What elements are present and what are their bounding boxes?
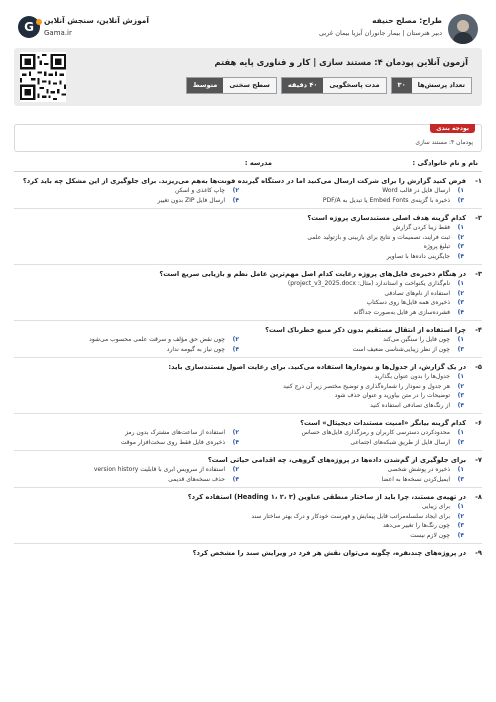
question-text: برای جلوگیری از گم‌شدن داده‌ها در پروژه‌های گروهی، چه اقدامی حیاتی است؟ bbox=[207, 456, 466, 464]
question-divider bbox=[14, 320, 482, 321]
answer-option[interactable] bbox=[14, 279, 464, 289]
meta-question-count bbox=[391, 77, 472, 94]
option-text: حذف نسخه‌های قدیمی bbox=[168, 475, 225, 483]
option-text: ذخیره با گزینه‌ی Embed Fonts یا تبدیل به PDF/A bbox=[322, 196, 450, 204]
question-divider bbox=[14, 413, 482, 414]
question-stem bbox=[14, 176, 482, 186]
option-number: ۲) bbox=[457, 233, 464, 241]
question-stem bbox=[14, 548, 482, 558]
answer-option[interactable] bbox=[239, 335, 464, 345]
option-text: نام‌گذاری یکنواخت و استاندارد (مثال: project_v3_2025.docx) bbox=[287, 280, 450, 287]
option-number: ۲) bbox=[232, 187, 239, 194]
question-divider bbox=[14, 543, 482, 544]
question-number: ۷- bbox=[475, 456, 482, 464]
option-number: ۳) bbox=[457, 475, 464, 483]
question-item bbox=[14, 176, 482, 205]
question-stem bbox=[14, 455, 482, 465]
question-item bbox=[14, 418, 482, 447]
brand-site[interactable]: Gama.ir bbox=[44, 29, 72, 37]
option-text: چون رنگ‌ها را تغییر می‌دهد bbox=[382, 522, 450, 529]
question-number: ۸- bbox=[475, 493, 482, 501]
answer-option[interactable] bbox=[14, 391, 464, 401]
answer-option[interactable] bbox=[14, 512, 464, 522]
question-item bbox=[14, 492, 482, 540]
questions-list bbox=[14, 176, 482, 558]
option-text: چون نیاز به گیومه ندارد bbox=[166, 345, 225, 353]
student-info-row bbox=[14, 158, 482, 172]
option-number: ۱) bbox=[457, 336, 464, 343]
option-text: برای ایجاد سلسله‌مراتب قابل پیمایش و فهرست خودکار و درک بهتر ساختار سند bbox=[251, 512, 450, 520]
answer-option[interactable] bbox=[14, 428, 239, 438]
answer-option[interactable] bbox=[14, 335, 239, 345]
options-group bbox=[14, 186, 482, 205]
answer-option[interactable] bbox=[14, 298, 464, 308]
option-number: ۲) bbox=[232, 336, 239, 343]
meta-duration bbox=[281, 77, 387, 94]
meta-label: سطح سختی bbox=[223, 78, 276, 93]
question-stem bbox=[14, 492, 482, 502]
answer-option[interactable] bbox=[14, 372, 464, 382]
answer-option[interactable] bbox=[14, 465, 239, 475]
options-group bbox=[14, 335, 482, 354]
option-text: از رنگ‌های تصادفی استفاده کنید bbox=[370, 401, 450, 409]
question-text: در یک گزارش، از جدول‌ها و نمودارها استفاده می‌کنید. برای رعایت اصول مستندسازی باید: bbox=[168, 363, 466, 371]
option-number: ۱) bbox=[457, 373, 464, 380]
options-group bbox=[14, 372, 482, 410]
question-text: چرا استفاده از انتقال مستقیم بدون ذکر منبع خطرناک است؟ bbox=[265, 326, 466, 334]
page-header bbox=[14, 8, 482, 120]
question-text: کدام گزینه بیانگر «امنیت مستندات دیجیتال» است؟ bbox=[300, 419, 466, 427]
option-text: جدول‌ها را بدون عنوان بگذارید bbox=[374, 373, 450, 380]
brand-block[interactable] bbox=[14, 12, 184, 46]
option-text: ثبت فرایند، تصمیمات و نتایج برای بازبینی و بازتولید علمی bbox=[307, 233, 450, 241]
option-number: ۴) bbox=[457, 531, 464, 539]
option-number: ۳) bbox=[457, 438, 464, 446]
meta-difficulty bbox=[186, 77, 277, 94]
option-text: چاپ کاغذی و اسکن bbox=[174, 187, 225, 194]
option-number: ۲) bbox=[457, 289, 464, 297]
question-stem bbox=[14, 213, 482, 223]
question-stem bbox=[14, 362, 482, 372]
option-number: ۴) bbox=[232, 438, 239, 446]
option-number: ۲) bbox=[232, 429, 239, 436]
option-number: ۴) bbox=[232, 475, 239, 483]
option-number: ۱) bbox=[457, 187, 464, 194]
question-divider bbox=[14, 208, 482, 209]
option-text: تبلیغ پروژه bbox=[423, 243, 450, 250]
question-item bbox=[14, 269, 482, 317]
answer-option[interactable] bbox=[239, 196, 464, 206]
answer-option[interactable] bbox=[14, 223, 464, 233]
topics-badge: بودجه بندی bbox=[430, 124, 475, 133]
option-text: محدودکردن دسترسی کاربران و رمزگذاری فایل‌های حساس bbox=[301, 429, 450, 436]
topics-text: پودمان ۴: مستند سازی bbox=[415, 139, 473, 146]
answer-option[interactable] bbox=[14, 242, 464, 252]
option-number: ۴) bbox=[232, 196, 239, 204]
option-text: هر جدول و نمودار را شماره‌گذاری و توضیح مختصر زیر آن درج کنید bbox=[283, 382, 450, 390]
options-group bbox=[14, 465, 482, 484]
question-text: در تهیه‌ی مستند، چرا باید از ساختار منطقی عناوین (Heading ۱، ۲، ۳) استفاده کرد؟ bbox=[187, 493, 466, 501]
answer-option[interactable] bbox=[14, 345, 239, 355]
school-field-label: مدرسه : bbox=[244, 159, 272, 167]
question-text: در پروژه‌های چندنفره، چگونه می‌توان نقش هر فرد در ویرایش سند را مشخص کرد؟ bbox=[192, 549, 466, 557]
meta-value: ۳۰ bbox=[392, 78, 412, 93]
option-number: ۱) bbox=[457, 224, 464, 231]
option-number: ۳) bbox=[457, 299, 464, 306]
answer-option[interactable] bbox=[239, 465, 464, 475]
answer-option[interactable] bbox=[14, 502, 464, 512]
answer-option[interactable] bbox=[239, 345, 464, 355]
option-text: برای زیبایی bbox=[421, 503, 450, 510]
answer-option[interactable] bbox=[14, 475, 239, 485]
option-number: ۲) bbox=[457, 512, 464, 520]
answer-option[interactable] bbox=[14, 308, 464, 318]
answer-option[interactable] bbox=[239, 475, 464, 485]
answer-option[interactable] bbox=[14, 233, 464, 243]
answer-option[interactable] bbox=[14, 521, 464, 531]
qr-code-icon bbox=[20, 52, 66, 102]
answer-option[interactable] bbox=[14, 531, 464, 541]
option-text: چون از نظر زیبایی‌شناسی ضعیف است bbox=[352, 345, 450, 353]
option-text: ذخیره در پوشش شخصی bbox=[387, 466, 450, 473]
option-number: ۴) bbox=[232, 345, 239, 353]
author-block bbox=[282, 12, 482, 46]
answer-option[interactable] bbox=[239, 438, 464, 448]
option-text: ایمیل‌کردن نسخه‌ها به اعضا bbox=[381, 475, 450, 483]
option-number: ۱) bbox=[457, 280, 464, 287]
meta-label: مدت پاسخگویی bbox=[323, 78, 385, 93]
options-group bbox=[14, 223, 482, 261]
question-number: ۱- bbox=[475, 177, 482, 185]
question-divider bbox=[14, 450, 482, 451]
question-number: ۴- bbox=[475, 326, 482, 334]
question-number: ۹- bbox=[475, 549, 482, 557]
meta-label: تعداد پرسش‌ها bbox=[412, 78, 471, 93]
question-divider bbox=[14, 357, 482, 358]
option-text: ارسال فایل ZIP بدون تغییر bbox=[157, 196, 225, 204]
option-text: فقط زیبا کردن گزارش bbox=[393, 224, 450, 231]
option-number: ۱) bbox=[457, 429, 464, 436]
name-field-label: نام و نام خانوادگی : bbox=[412, 159, 478, 167]
author-school: دبیر هنرستان | بیمار جانوران آبزیا بیمان غربی bbox=[318, 29, 442, 37]
option-text: فشرده‌سازی هر فایل به‌صورت جداگانه bbox=[353, 308, 450, 316]
question-stem bbox=[14, 269, 482, 279]
options-group bbox=[14, 502, 482, 540]
answer-option[interactable] bbox=[14, 252, 464, 262]
answer-option[interactable] bbox=[14, 289, 464, 299]
option-number: ۳) bbox=[457, 345, 464, 353]
answer-option[interactable] bbox=[14, 401, 464, 411]
option-text: استفاده از ساعت‌های مشترک بدون رمز bbox=[125, 429, 225, 436]
exam-title-band bbox=[14, 48, 482, 106]
question-divider bbox=[14, 264, 482, 265]
option-number: ۳) bbox=[457, 392, 464, 399]
meta-value: متوسط bbox=[187, 78, 223, 93]
option-text: چون لازم نیست bbox=[410, 531, 450, 539]
answer-option[interactable] bbox=[239, 186, 464, 196]
question-text: در هنگام ذخیره‌ی فایل‌های پروژه رعایت کدام اصل مهم‌ترین عامل نظم و بازیابی سریع است؟ bbox=[159, 270, 466, 278]
option-number: ۲) bbox=[457, 382, 464, 390]
option-text: استفاده از نام‌های تصادفی bbox=[384, 289, 450, 297]
topics-box bbox=[14, 124, 482, 152]
brand-logo-icon[interactable]: G bbox=[18, 16, 40, 38]
question-divider bbox=[14, 487, 482, 488]
option-text: ذخیره‌ی فایل فقط روی سخت‌افزار موقت bbox=[120, 438, 225, 446]
option-text: چون نقض حق مؤلف و سرقت علمی محسوب می‌شود bbox=[89, 336, 225, 343]
answer-option[interactable] bbox=[14, 382, 464, 392]
answer-option[interactable] bbox=[239, 428, 464, 438]
question-number: ۶- bbox=[475, 419, 482, 427]
answer-option[interactable] bbox=[14, 196, 239, 206]
question-item bbox=[14, 213, 482, 261]
option-number: ۱) bbox=[457, 503, 464, 510]
option-text: چون فایل را سنگین می‌کند bbox=[383, 336, 450, 343]
option-text: ارسال فایل در قالب Word bbox=[382, 187, 450, 194]
option-number: ۴) bbox=[457, 308, 464, 316]
question-text: کدام گزینه هدف اصلی مستندسازی پروژه است؟ bbox=[307, 214, 466, 222]
question-stem bbox=[14, 325, 482, 335]
answer-option[interactable] bbox=[14, 186, 239, 196]
exam-title: آزمون آنلاین پودمان ۴: مستند سازی | کار و فناوری پایه هفتم bbox=[214, 57, 468, 67]
question-number: ۳- bbox=[475, 270, 482, 278]
option-text: جایگزینی داده‌ها با تصاویر bbox=[386, 252, 450, 260]
option-number: ۴) bbox=[457, 401, 464, 409]
meta-value: ۴۰ دقیقه bbox=[282, 78, 324, 93]
question-item bbox=[14, 325, 482, 354]
author-avatar bbox=[448, 14, 478, 44]
question-item bbox=[14, 455, 482, 484]
option-number: ۳) bbox=[457, 522, 464, 529]
option-number: ۲) bbox=[232, 466, 239, 473]
brand-title: آموزش آنلاین، سنجش آنلاین bbox=[44, 16, 150, 25]
option-text: توضیحات را در متن بیاورید و عنوان حذف شود bbox=[334, 392, 450, 399]
option-number: ۱) bbox=[457, 466, 464, 473]
options-group bbox=[14, 279, 482, 317]
option-text: استفاده از سرویس ابری با قابلیت version history bbox=[93, 466, 225, 473]
question-item bbox=[14, 362, 482, 410]
option-text: ذخیره‌ی همه فایل‌ها روی دسکتاپ bbox=[366, 299, 450, 306]
answer-option[interactable] bbox=[14, 438, 239, 448]
option-number: ۴) bbox=[457, 252, 464, 260]
question-text: فرض کنید گزارش را برای شرکت ارسال می‌کنید اما در دستگاه گیرنده فونت‌ها به‌هم می‌ریزند. برای جلوگیری از این مشکل چه باید کرد؟ bbox=[22, 177, 466, 185]
question-number: ۲- bbox=[475, 214, 482, 222]
option-number: ۳) bbox=[457, 243, 464, 250]
option-number: ۳) bbox=[457, 196, 464, 204]
question-number: ۵- bbox=[475, 363, 482, 371]
option-text: ارسال فایل از طریق شبکه‌های اجتماعی bbox=[350, 438, 450, 446]
options-group bbox=[14, 428, 482, 447]
question-stem bbox=[14, 418, 482, 428]
exam-meta-row bbox=[186, 77, 472, 94]
question-item bbox=[14, 548, 482, 558]
author-name: طراح: مصلح حنیفه bbox=[372, 16, 442, 25]
